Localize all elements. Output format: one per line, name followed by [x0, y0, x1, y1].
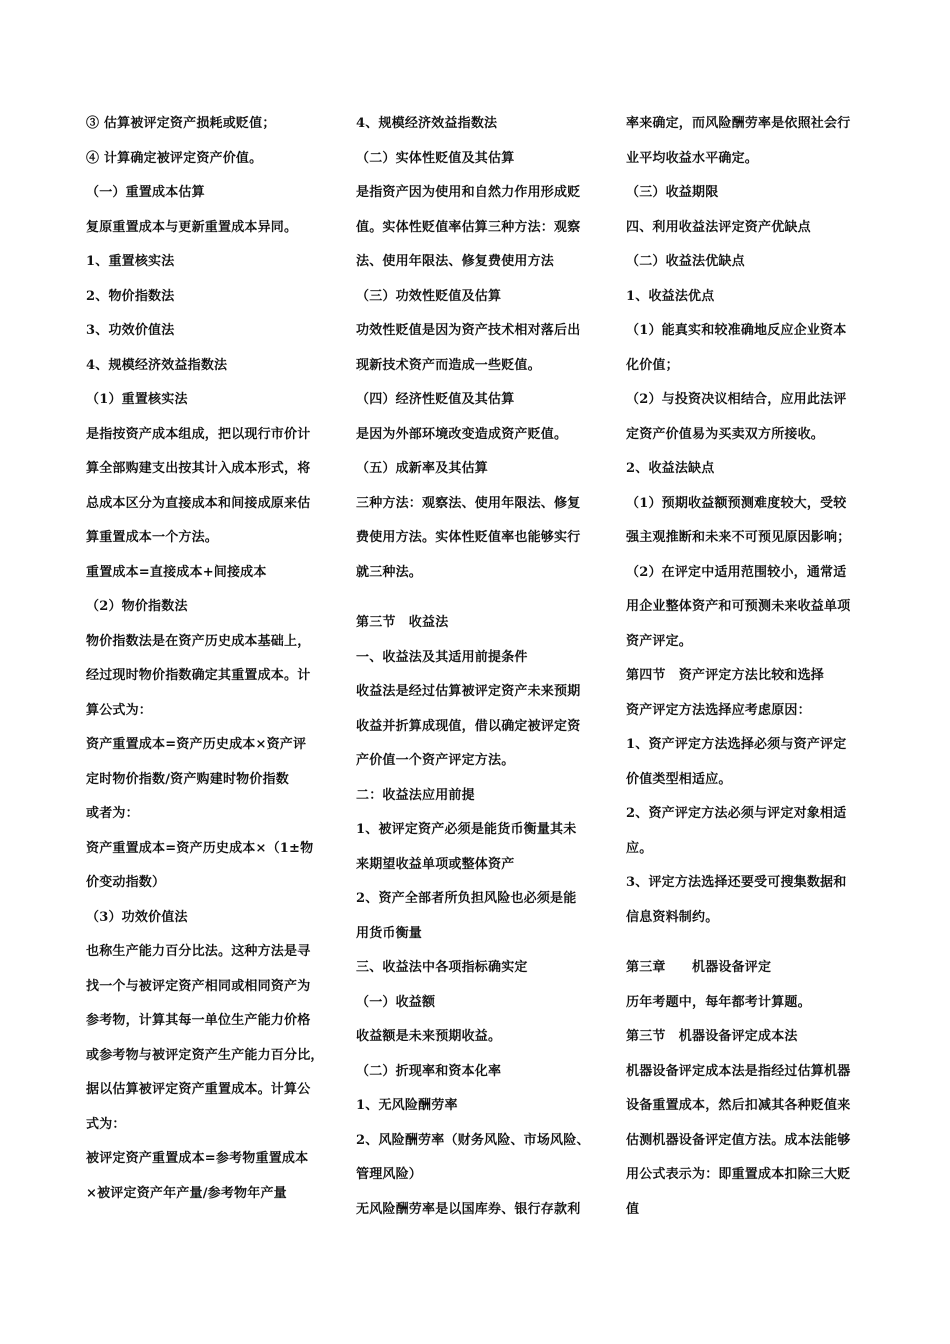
- text-line: 现新技术资产而造成一些贬值。: [356, 357, 541, 373]
- text-line: （二）收益法优缺点: [626, 254, 745, 269]
- text-line: 用公式表示为：即重置成本扣除三大贬: [626, 1167, 851, 1182]
- text-line: 参考物，计算其每一单位生产能力价格: [86, 1013, 311, 1028]
- text-line: 2、收益法缺点: [626, 461, 715, 476]
- text-column-3: [626, 107, 876, 1227]
- text-line: 1、重置核实法: [86, 254, 175, 269]
- text-column-1: [86, 107, 336, 1227]
- text-line: 式为：: [86, 1116, 126, 1132]
- text-line: 价变动指数）: [86, 875, 166, 890]
- text-line: 无风险酬劳率是以国库券、银行存款利: [356, 1201, 581, 1217]
- text-line: 估测机器设备评定值方法。成本法能够: [626, 1132, 851, 1148]
- text-line: 历年考题中，每年都考计算题。: [626, 994, 811, 1010]
- text-line: 经过现时物价指数确定其重置成本。计: [86, 668, 311, 683]
- text-line: 强主观推断和未来不可预见原因影响；: [626, 530, 851, 545]
- text-line: （一）收益额: [356, 994, 436, 1010]
- text-line: （三）收益期限: [626, 185, 719, 200]
- text-line: 2、资产评定方法必须与评定对象相适: [626, 806, 847, 821]
- text-line: ③ 估算被评定资产损耗或贬值；: [86, 116, 276, 131]
- text-line: 四、利用收益法评定资产优缺点: [626, 219, 811, 235]
- text-line: 信息资料制约。: [626, 909, 719, 925]
- text-line: 是指按资产成本组成，把以现行市价计: [86, 426, 311, 442]
- text-line: 第三节 机器设备评定成本法: [626, 1029, 798, 1044]
- text-line: （二）折现率和资本化率: [356, 1063, 502, 1079]
- text-line: 收益并折算成现值，借以确定被评定资: [356, 718, 581, 734]
- text-line: 1、资产评定方法选择必须与资产评定: [626, 737, 847, 752]
- text-line: 算全部购建支出按其计入成本形式，将: [86, 461, 311, 476]
- text-line: 据以估算被评定资产重置成本。计算公: [86, 1082, 311, 1097]
- text-line: 二：收益法应用前提: [356, 787, 475, 803]
- text-line: 或参考物与被评定资产生产能力百分比，: [86, 1047, 324, 1063]
- text-line: 也称生产能力百分比法。这种方法是寻: [86, 944, 311, 959]
- text-line: 产价值一个资产评定方法。: [356, 753, 515, 768]
- text-line: 用企业整体资产和可预测未来收益单项: [626, 599, 851, 614]
- text-line: 值。实体性贬值率估算三种方法：观察: [356, 219, 581, 235]
- text-line: （五）成新率及其估算: [356, 461, 489, 476]
- text-line: 第三章 机器设备评定: [626, 960, 772, 975]
- text-line: 复原重置成本与更新重置成本异同。: [86, 219, 298, 235]
- text-line: 定资产价值易为买卖双方所接收。: [626, 426, 825, 442]
- text-line: （3）功效价值法: [86, 909, 188, 925]
- text-line: （1）预期收益额预测难度较大，受较: [626, 495, 847, 511]
- text-line: 机器设备评定成本法是指经过估算机器: [626, 1063, 851, 1079]
- text-line: 1、收益法优点: [626, 288, 715, 304]
- text-line: 第三节 收益法: [356, 615, 449, 630]
- text-line: 设备重置成本，然后扣减其各种贬值来: [626, 1098, 851, 1113]
- text-line: ④ 计算确定被评定资产价值。: [86, 150, 263, 166]
- text-line: （一）重置成本估算: [86, 185, 205, 200]
- text-line: 1、无风险酬劳率: [356, 1098, 458, 1113]
- text-line: 资产评定。: [626, 633, 693, 649]
- text-line: 业平均收益水平确定。: [626, 150, 759, 166]
- text-line: （1）能真实和较准确地反应企业资本: [626, 323, 847, 338]
- text-line: 是因为外部环境改变造成资产贬值。: [356, 426, 568, 442]
- text-line: 收益法是经过估算被评定资产未来预期: [356, 684, 581, 699]
- text-line: （二）实体性贬值及其估算: [356, 150, 515, 166]
- text-line: 收益额是未来预期收益。: [356, 1029, 502, 1044]
- text-line: 2、物价指数法: [86, 288, 175, 304]
- text-line: 2、资产全部者所负担风险也必须是能: [356, 891, 577, 906]
- text-line: 用货币衡量: [356, 925, 423, 941]
- text-line: 物价指数法是在资产历史成本基础上，: [86, 633, 311, 649]
- text-line: 2、风险酬劳率（财务风险、市场风险、: [356, 1132, 590, 1148]
- text-line: 应。: [626, 840, 653, 856]
- text-line: 被评定资产重置成本=参考物重置成本: [86, 1151, 309, 1166]
- text-line: 率来确定，而风险酬劳率是依照社会行: [626, 116, 851, 131]
- text-line: 4、规模经济效益指数法: [86, 357, 228, 373]
- text-line: （四）经济性贬值及其估算: [356, 392, 515, 407]
- text-line: （2）与投资决议相结合，应用此法评: [626, 392, 847, 407]
- text-column-2: [356, 107, 606, 1227]
- text-line: 4、规模经济效益指数法: [356, 116, 498, 131]
- text-line: 资产重置成本=资产历史成本×（1±物: [86, 840, 314, 856]
- text-line: 找一个与被评定资产相同或相同资产为: [86, 978, 311, 994]
- text-line: 定时物价指数/资产购建时物价指数: [86, 771, 289, 787]
- text-line: 三、收益法中各项指标确实定: [356, 960, 528, 975]
- text-line: 资产重置成本=资产历史成本×资产评: [86, 737, 307, 752]
- text-line: 值: [626, 1201, 640, 1217]
- text-line: 法、使用年限法、修复费使用方法: [356, 254, 555, 269]
- text-line: 算重置成本一个方法。: [86, 530, 219, 545]
- text-line: 一、收益法及其适用前提条件: [356, 649, 528, 665]
- text-line: （2）在评定中适用范围较小，通常适: [626, 564, 847, 580]
- text-line: 资产评定方法选择应考虑原因：: [626, 702, 811, 718]
- text-line: （2）物价指数法: [86, 599, 188, 614]
- text-line: （三）功效性贬值及估算: [356, 288, 502, 304]
- text-line: 重置成本=直接成本+间接成本: [86, 564, 267, 580]
- text-line: 功效性贬值是因为资产技术相对落后出: [356, 323, 581, 338]
- text-line: 化价值；: [626, 357, 679, 373]
- text-line: 费使用方法。实体性贬值率也能够实行: [356, 530, 581, 545]
- text-line: 3、功效价值法: [86, 323, 175, 338]
- text-line: 1、被评定资产必须是能货币衡量其未: [356, 822, 577, 837]
- text-line: 就三种法。: [356, 564, 423, 580]
- text-line: 或者为：: [86, 806, 139, 821]
- text-line: 总成本区分为直接成本和间接成原来估: [86, 495, 311, 511]
- document-page: [86, 107, 876, 1227]
- text-line: 管理风险）: [356, 1167, 423, 1182]
- text-line: 第四节 资产评定方法比较和选择: [626, 668, 825, 683]
- text-line: 价值类型相适应。: [626, 771, 732, 787]
- text-line: 3、评定方法选择还要受可搜集数据和: [626, 875, 847, 890]
- text-line: （1）重置核实法: [86, 392, 188, 407]
- text-line: 算公式为：: [86, 702, 153, 718]
- text-line: 是指资产因为使用和自然力作用形成贬: [356, 185, 581, 200]
- text-line: 来期望收益单项或整体资产: [356, 856, 515, 872]
- text-line: 三种方法：观察法、使用年限法、修复: [356, 495, 581, 511]
- text-line: ×被评定资产年产量/参考物年产量: [86, 1185, 287, 1201]
